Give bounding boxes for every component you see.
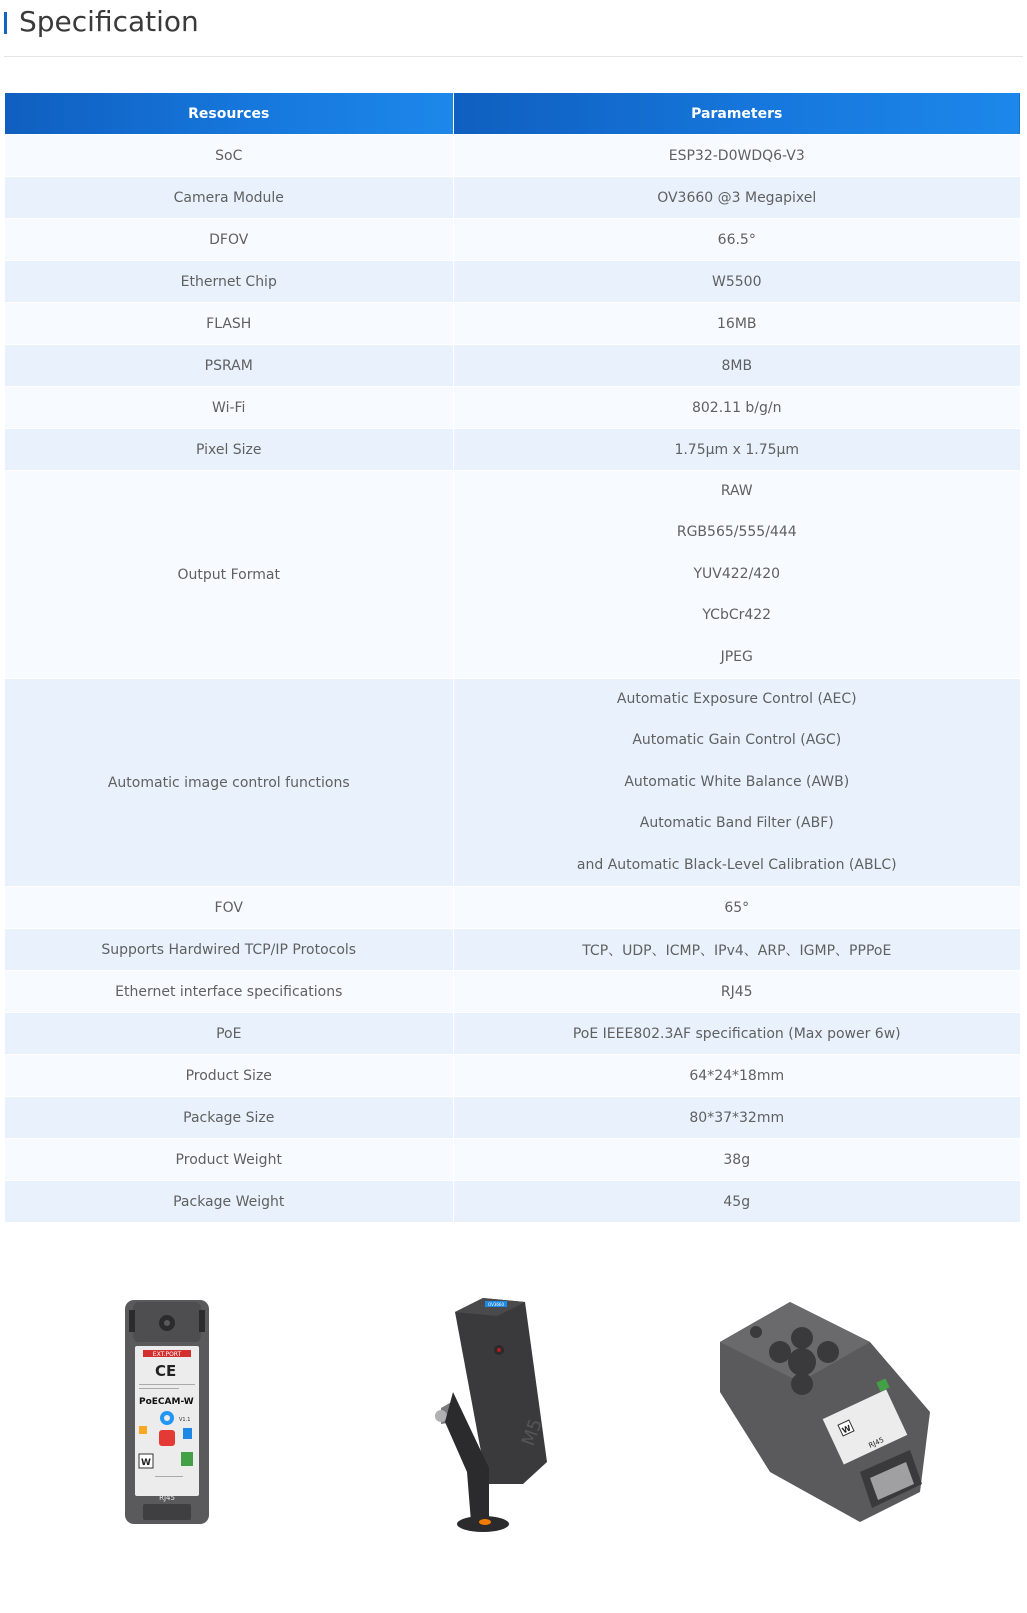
table-row	[5, 971, 1020, 1013]
parameter-cell	[453, 887, 1020, 929]
resource-cell	[5, 219, 453, 261]
parameter-value: YUV422/420	[693, 565, 781, 582]
resource-cell	[5, 471, 453, 679]
resource-label: DFOV	[209, 231, 249, 248]
resource-label: Output Format	[177, 566, 280, 583]
section-header	[4, 0, 1023, 57]
parameter-value: RGB565/555/444	[676, 524, 797, 541]
parameter-cell	[453, 1097, 1020, 1139]
parameter-cell	[453, 177, 1020, 219]
resource-cell	[5, 345, 453, 387]
table-row	[5, 929, 1020, 971]
parameter-value: Automatic Band Filter (ABF)	[639, 815, 834, 832]
column-header-parameters: Parameters	[453, 93, 1020, 135]
resource-label: Camera Module	[173, 189, 284, 206]
resource-cell	[5, 303, 453, 345]
side-logo-label: M5	[517, 1416, 547, 1449]
product-images	[5, 1272, 1020, 1572]
table-row	[5, 1181, 1020, 1223]
front-model-label: PoECAM-W	[139, 1397, 194, 1407]
resource-label: PSRAM	[204, 357, 253, 374]
parameter-cell	[453, 429, 1020, 471]
parameter-cell	[453, 1013, 1020, 1055]
svg-text:CE: CE	[155, 1362, 177, 1380]
table-row	[5, 471, 1020, 679]
resource-label: Product Size	[185, 1067, 272, 1084]
resource-label: FLASH	[206, 315, 252, 332]
resource-cell	[5, 1013, 453, 1055]
parameter-cell	[453, 1139, 1020, 1181]
parameter-cell	[453, 219, 1020, 261]
parameter-value: and Automatic Black-Level Calibration (ABLC)	[576, 856, 897, 873]
resource-cell	[5, 929, 453, 971]
parameter-value: Automatic Exposure Control (AEC)	[616, 691, 857, 708]
parameter-cell	[453, 345, 1020, 387]
parameter-cell	[453, 971, 1020, 1013]
parameter-cell	[453, 303, 1020, 345]
table-row	[5, 1097, 1020, 1139]
table-row	[5, 387, 1020, 429]
resource-label: SoC	[215, 147, 243, 164]
parameter-cell	[453, 135, 1020, 177]
parameter-cell	[453, 261, 1020, 303]
parameter-cell	[453, 1055, 1020, 1097]
resource-cell	[5, 1097, 453, 1139]
resource-label: Pixel Size	[195, 441, 262, 458]
parameter-value: 802.11 b/g/n	[691, 399, 782, 416]
resource-cell	[5, 679, 453, 887]
product-front-view-image	[115, 1272, 225, 1572]
parameter-value: ESP32-D0WDQ6-V3	[668, 147, 805, 164]
table-row	[5, 177, 1020, 219]
table-row	[5, 261, 1020, 303]
table-row	[5, 1139, 1020, 1181]
resource-cell	[5, 1055, 453, 1097]
parameter-value: 65°	[724, 899, 750, 916]
resource-label: Supports Hardwired TCP/IP Protocols	[101, 941, 357, 958]
parameter-value: W5500	[712, 273, 762, 290]
parameter-value: OV3660 @3 Megapixel	[657, 189, 817, 206]
table-row	[5, 1013, 1020, 1055]
parameter-value: TCP、UDP、ICMP、IPv4、ARP、IGMP、PPPoE	[582, 942, 892, 959]
product-side-view-image	[425, 1272, 575, 1572]
parameter-value: 38g	[723, 1151, 751, 1168]
resource-cell	[5, 135, 453, 177]
header-accent-bar	[4, 12, 7, 34]
parameter-value: Automatic White Balance (AWB)	[624, 773, 850, 790]
parameter-value: YCbCr422	[702, 607, 772, 624]
parameter-value: 16MB	[717, 315, 757, 332]
table-header-row	[5, 93, 1020, 135]
resource-cell	[5, 971, 453, 1013]
product-top-view-image	[710, 1272, 940, 1572]
parameter-cell	[453, 1181, 1020, 1223]
resource-cell	[5, 261, 453, 303]
parameter-value: RAW	[720, 483, 753, 499]
resource-cell	[5, 429, 453, 471]
parameter-value: 66.5°	[717, 231, 756, 248]
resource-label: Product Weight	[175, 1151, 282, 1168]
table-row	[5, 1055, 1020, 1097]
table-row	[5, 345, 1020, 387]
front-rj45-label: RJ45	[159, 1494, 175, 1502]
table-row	[5, 887, 1020, 929]
page-title: Specification	[19, 5, 199, 38]
resource-cell	[5, 1181, 453, 1223]
parameter-value: 80*37*32mm	[689, 1109, 785, 1126]
parameter-value: PoE IEEE802.3AF specification (Max power 6w)	[572, 1025, 901, 1042]
table-row	[5, 429, 1020, 471]
front-w-mark: W	[141, 1458, 151, 1468]
resource-cell	[5, 1139, 453, 1181]
side-sticker-label: OV3660	[488, 1302, 504, 1307]
resource-label: Ethernet interface specifications	[115, 983, 343, 1000]
parameter-cell	[453, 471, 1020, 679]
front-version-label: V1.1	[179, 1417, 191, 1423]
resource-cell	[5, 387, 453, 429]
parameter-cell	[453, 387, 1020, 429]
parameter-value: 45g	[723, 1193, 751, 1210]
resource-label: PoE	[216, 1025, 242, 1042]
front-port-label: EXT.PORT	[152, 1351, 182, 1358]
resource-cell	[5, 887, 453, 929]
top-w-mark: W	[840, 1423, 853, 1436]
parameter-value: 1.75µm x 1.75µm	[674, 441, 800, 458]
parameter-cell	[453, 929, 1020, 971]
table-row	[5, 219, 1020, 261]
specification-table	[5, 93, 1020, 1222]
table-row	[5, 135, 1020, 177]
parameter-value: 64*24*18mm	[689, 1067, 785, 1084]
parameter-value: JPEG	[720, 648, 753, 665]
column-header-resources: Resources	[5, 93, 453, 135]
parameter-value: RJ45	[720, 983, 753, 1000]
resource-label: Package Weight	[173, 1193, 285, 1210]
parameter-value: 8MB	[721, 357, 753, 374]
resource-label: Package Size	[183, 1109, 275, 1126]
resource-label: Ethernet Chip	[180, 273, 277, 290]
table-row	[5, 303, 1020, 345]
resource-cell	[5, 177, 453, 219]
resource-label: FOV	[214, 899, 243, 916]
top-rj45-label: RJ45	[867, 1435, 886, 1450]
parameter-cell	[453, 679, 1020, 887]
table-row	[5, 679, 1020, 887]
parameter-value: Automatic Gain Control (AGC)	[632, 732, 842, 749]
resource-label: Automatic image control functions	[107, 774, 350, 791]
resource-label: Wi-Fi	[212, 399, 246, 416]
